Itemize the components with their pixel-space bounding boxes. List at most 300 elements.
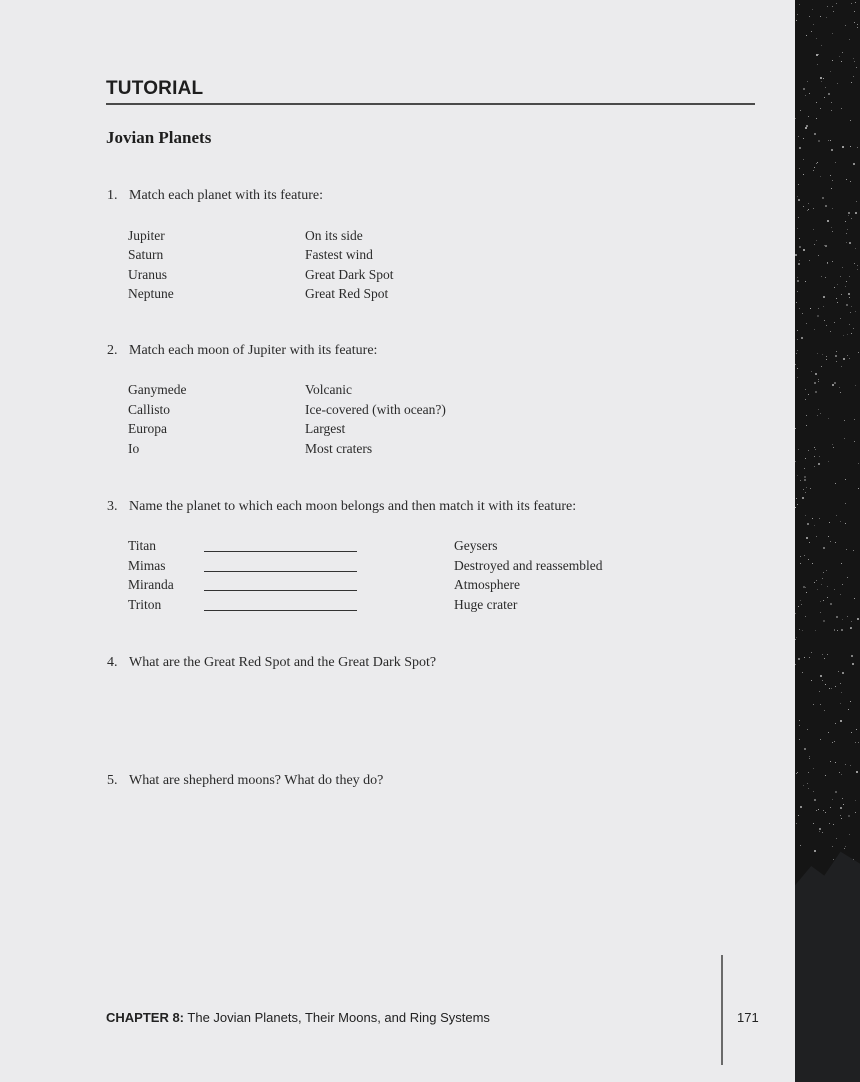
star [831, 102, 832, 103]
star [849, 834, 850, 835]
star [833, 824, 834, 825]
star [818, 463, 820, 465]
star [832, 231, 833, 232]
star [809, 542, 810, 543]
star [851, 306, 852, 307]
star [820, 108, 821, 109]
star [821, 276, 822, 277]
star [834, 287, 835, 288]
star [814, 329, 815, 330]
star [817, 162, 818, 163]
star [821, 81, 822, 82]
star [822, 832, 823, 833]
star [798, 199, 800, 201]
star [832, 384, 834, 386]
page-number: 171 [737, 1010, 759, 1025]
star [800, 563, 801, 564]
section-title: TUTORIAL [106, 78, 204, 99]
star [858, 742, 859, 743]
star [845, 764, 846, 765]
star [796, 773, 797, 774]
list-item: Ice-covered (with ocean?) [305, 402, 446, 417]
star [842, 267, 843, 268]
star [816, 536, 817, 537]
star [834, 382, 836, 384]
star [798, 606, 799, 607]
star [854, 598, 855, 599]
star [841, 108, 842, 109]
star [800, 600, 801, 601]
star [795, 428, 796, 429]
star [797, 291, 798, 292]
star [834, 630, 835, 631]
page-heading: Jovian Planets [106, 128, 212, 147]
star [798, 658, 800, 660]
star [836, 515, 837, 516]
star [851, 82, 852, 83]
star [799, 739, 800, 740]
star [820, 675, 822, 677]
star [799, 238, 800, 239]
star [807, 523, 809, 525]
star [830, 175, 831, 176]
star [844, 420, 845, 421]
mountain-silhouette [795, 842, 860, 1082]
question-5 [107, 773, 383, 789]
star [806, 592, 807, 593]
star [795, 639, 796, 640]
star [803, 174, 804, 175]
star [845, 25, 846, 26]
star [830, 603, 832, 605]
star [796, 498, 797, 499]
star [797, 330, 798, 331]
star [846, 549, 847, 550]
star [847, 616, 848, 617]
star [831, 149, 833, 151]
star [837, 302, 838, 303]
star [796, 353, 797, 354]
star [828, 461, 829, 462]
list-item: Great Red Spot [305, 286, 389, 301]
star [849, 358, 850, 359]
star [840, 815, 841, 816]
star [831, 227, 832, 228]
list-item: Mimas [128, 558, 166, 573]
star [812, 518, 813, 519]
star [853, 76, 854, 77]
star [802, 672, 803, 673]
star [847, 577, 848, 578]
star [817, 415, 818, 416]
star [817, 353, 818, 354]
chapter-title: The Jovian Planets, Their Moons, and Ring Systems [184, 1010, 490, 1025]
star [832, 33, 833, 34]
star [850, 701, 851, 702]
list-item: Uranus [128, 267, 167, 282]
star [816, 102, 817, 103]
star [832, 261, 833, 262]
star [840, 276, 841, 277]
star [858, 488, 859, 489]
star [809, 756, 810, 757]
star [816, 163, 817, 164]
list-item: Europa [128, 421, 167, 436]
star [845, 221, 846, 222]
star [834, 629, 835, 630]
star [795, 364, 796, 365]
star [840, 594, 841, 595]
star [803, 206, 804, 207]
star [827, 220, 829, 222]
star [842, 672, 844, 674]
star [827, 597, 828, 598]
star [797, 350, 798, 351]
star [825, 684, 826, 685]
star [827, 6, 828, 7]
star [824, 710, 825, 711]
star [857, 147, 858, 148]
star [832, 180, 833, 181]
star [795, 461, 796, 462]
star [797, 772, 798, 773]
star [834, 322, 835, 323]
star [817, 589, 818, 590]
answer-blank[interactable] [204, 590, 357, 591]
star [825, 245, 827, 247]
star [823, 296, 825, 298]
star [795, 118, 796, 119]
star [795, 664, 796, 665]
star [857, 618, 859, 620]
star [833, 859, 834, 860]
star [804, 468, 805, 469]
star [838, 671, 839, 672]
star [842, 146, 844, 148]
star [832, 846, 833, 847]
question-number: 1. [107, 188, 118, 203]
star [814, 167, 815, 168]
star [842, 798, 843, 799]
star [840, 807, 842, 809]
star [819, 831, 820, 832]
star [856, 67, 857, 68]
star [813, 24, 814, 25]
star [832, 60, 833, 61]
star [801, 337, 803, 339]
star [853, 58, 854, 59]
star [818, 379, 819, 380]
question-number: 3. [107, 499, 118, 514]
star [840, 521, 841, 522]
star [828, 93, 830, 95]
star [795, 254, 797, 256]
star [854, 263, 855, 264]
star [803, 159, 804, 160]
star [800, 480, 801, 481]
star [854, 441, 855, 442]
question-text: Match each planet with its feature: [129, 188, 323, 203]
answer-blank[interactable] [204, 610, 357, 611]
question-text: Match each moon of Jupiter with its feature: [129, 343, 378, 358]
star [835, 686, 836, 687]
star [820, 612, 821, 613]
star [855, 248, 856, 249]
list-item: Miranda [128, 577, 174, 592]
star [799, 725, 800, 726]
star [814, 466, 815, 467]
star [818, 409, 819, 410]
star [808, 788, 809, 789]
star [845, 846, 846, 847]
star [806, 425, 807, 426]
star [809, 657, 810, 658]
star [849, 297, 850, 298]
star [857, 24, 858, 25]
star [841, 294, 842, 295]
star [836, 298, 837, 299]
footer-divider [721, 955, 723, 1065]
star [826, 17, 827, 18]
star [847, 229, 848, 230]
star [824, 658, 825, 659]
star [808, 209, 809, 210]
star [843, 335, 844, 336]
star [856, 729, 857, 730]
star [835, 791, 837, 793]
star [807, 783, 808, 784]
star [817, 64, 818, 65]
star [796, 823, 797, 824]
star [828, 732, 829, 733]
star [798, 449, 799, 450]
list-item: Fastest wind [305, 247, 373, 262]
star [850, 146, 851, 147]
star [799, 720, 800, 721]
star [820, 77, 822, 79]
star [835, 162, 836, 163]
star [797, 339, 798, 340]
star [852, 663, 854, 665]
star [824, 320, 825, 321]
list-item: Triton [128, 597, 162, 612]
star [819, 691, 820, 692]
question-number: 2. [107, 343, 118, 358]
star [846, 281, 847, 282]
star [843, 358, 845, 360]
star [814, 456, 815, 457]
star [797, 368, 798, 369]
star [823, 620, 825, 622]
star [855, 385, 856, 386]
star [801, 604, 802, 605]
star [832, 208, 833, 209]
star [841, 366, 842, 367]
star [818, 308, 819, 309]
star [808, 450, 809, 451]
star [842, 584, 843, 585]
star [809, 758, 810, 759]
star [795, 507, 796, 508]
star [825, 812, 826, 813]
star [806, 323, 807, 324]
star [822, 354, 823, 355]
star [841, 629, 843, 631]
star [849, 276, 850, 277]
star [826, 359, 827, 360]
star [813, 208, 814, 209]
star [813, 768, 814, 769]
star [799, 260, 800, 261]
star [833, 447, 834, 448]
star [843, 804, 844, 805]
star [834, 741, 835, 742]
star [832, 799, 833, 800]
star [837, 630, 838, 631]
star [836, 351, 837, 352]
star [858, 352, 859, 353]
star [850, 765, 851, 766]
star [815, 630, 816, 631]
star [848, 212, 850, 214]
list-item: Geysers [454, 538, 498, 553]
star [826, 325, 827, 326]
star [855, 2, 856, 3]
star [805, 587, 806, 588]
list-item: Great Dark Spot [305, 267, 394, 282]
star [807, 81, 808, 82]
star [798, 136, 799, 137]
star [836, 361, 837, 362]
answer-blank[interactable] [204, 571, 357, 572]
star [797, 277, 798, 278]
star [856, 201, 857, 202]
star [825, 87, 826, 88]
star [812, 563, 813, 564]
star [800, 556, 801, 557]
question-3 [107, 499, 576, 515]
star [841, 61, 842, 62]
star [832, 742, 833, 743]
star [821, 45, 822, 46]
star [816, 240, 817, 241]
star [822, 578, 823, 579]
star [846, 179, 847, 180]
star [855, 311, 856, 312]
star [850, 628, 851, 629]
star [804, 476, 806, 478]
star [798, 263, 800, 265]
star [820, 739, 821, 740]
star [828, 140, 829, 141]
star [798, 217, 799, 218]
star [808, 116, 809, 117]
star [816, 580, 817, 581]
star [822, 654, 823, 655]
star [797, 475, 798, 476]
star [814, 582, 815, 583]
star [813, 823, 814, 824]
star [851, 732, 852, 733]
star [839, 387, 840, 388]
star [847, 334, 848, 335]
question-number: 5. [107, 773, 118, 788]
star [802, 497, 804, 499]
star [830, 140, 831, 141]
answer-blank[interactable] [204, 551, 357, 552]
star [844, 848, 845, 849]
star [807, 210, 808, 211]
star [839, 772, 840, 773]
star [811, 371, 812, 372]
star [829, 688, 830, 689]
star [797, 377, 798, 378]
star [820, 413, 821, 414]
star [830, 807, 831, 808]
star [803, 88, 805, 90]
star [820, 176, 821, 177]
star [845, 503, 846, 504]
list-item: Saturn [128, 247, 164, 262]
star [832, 444, 833, 445]
star [855, 742, 856, 743]
star [830, 71, 831, 72]
star [799, 168, 800, 169]
star [855, 212, 857, 214]
star [854, 11, 855, 12]
star [846, 233, 847, 234]
star [823, 306, 824, 307]
star [814, 133, 816, 135]
star [841, 774, 842, 775]
star [817, 315, 819, 317]
star [803, 489, 804, 490]
star [828, 418, 829, 419]
star [805, 515, 806, 516]
list-item: Jupiter [128, 228, 165, 243]
star [799, 629, 800, 630]
star [811, 652, 812, 653]
question-4 [107, 655, 436, 671]
star [805, 458, 806, 459]
star [813, 704, 814, 705]
star [849, 39, 850, 40]
list-item: Io [128, 441, 140, 456]
star [803, 249, 805, 251]
star [829, 823, 830, 824]
star [848, 709, 849, 710]
star [835, 483, 836, 484]
star [821, 366, 822, 367]
star [841, 563, 842, 564]
star [807, 729, 808, 730]
star [796, 20, 797, 21]
star [853, 328, 854, 329]
star [798, 815, 799, 816]
star [824, 97, 825, 98]
star [840, 683, 841, 684]
star [814, 447, 815, 448]
star [797, 280, 799, 282]
star [816, 118, 817, 119]
list-item: Ganymede [128, 382, 187, 397]
star [809, 260, 810, 261]
question-text: Name the planet to which each moon belongs and then match it with its feature: [129, 499, 577, 514]
star [816, 38, 817, 39]
star [823, 572, 824, 573]
star [802, 630, 803, 631]
star [800, 845, 801, 846]
